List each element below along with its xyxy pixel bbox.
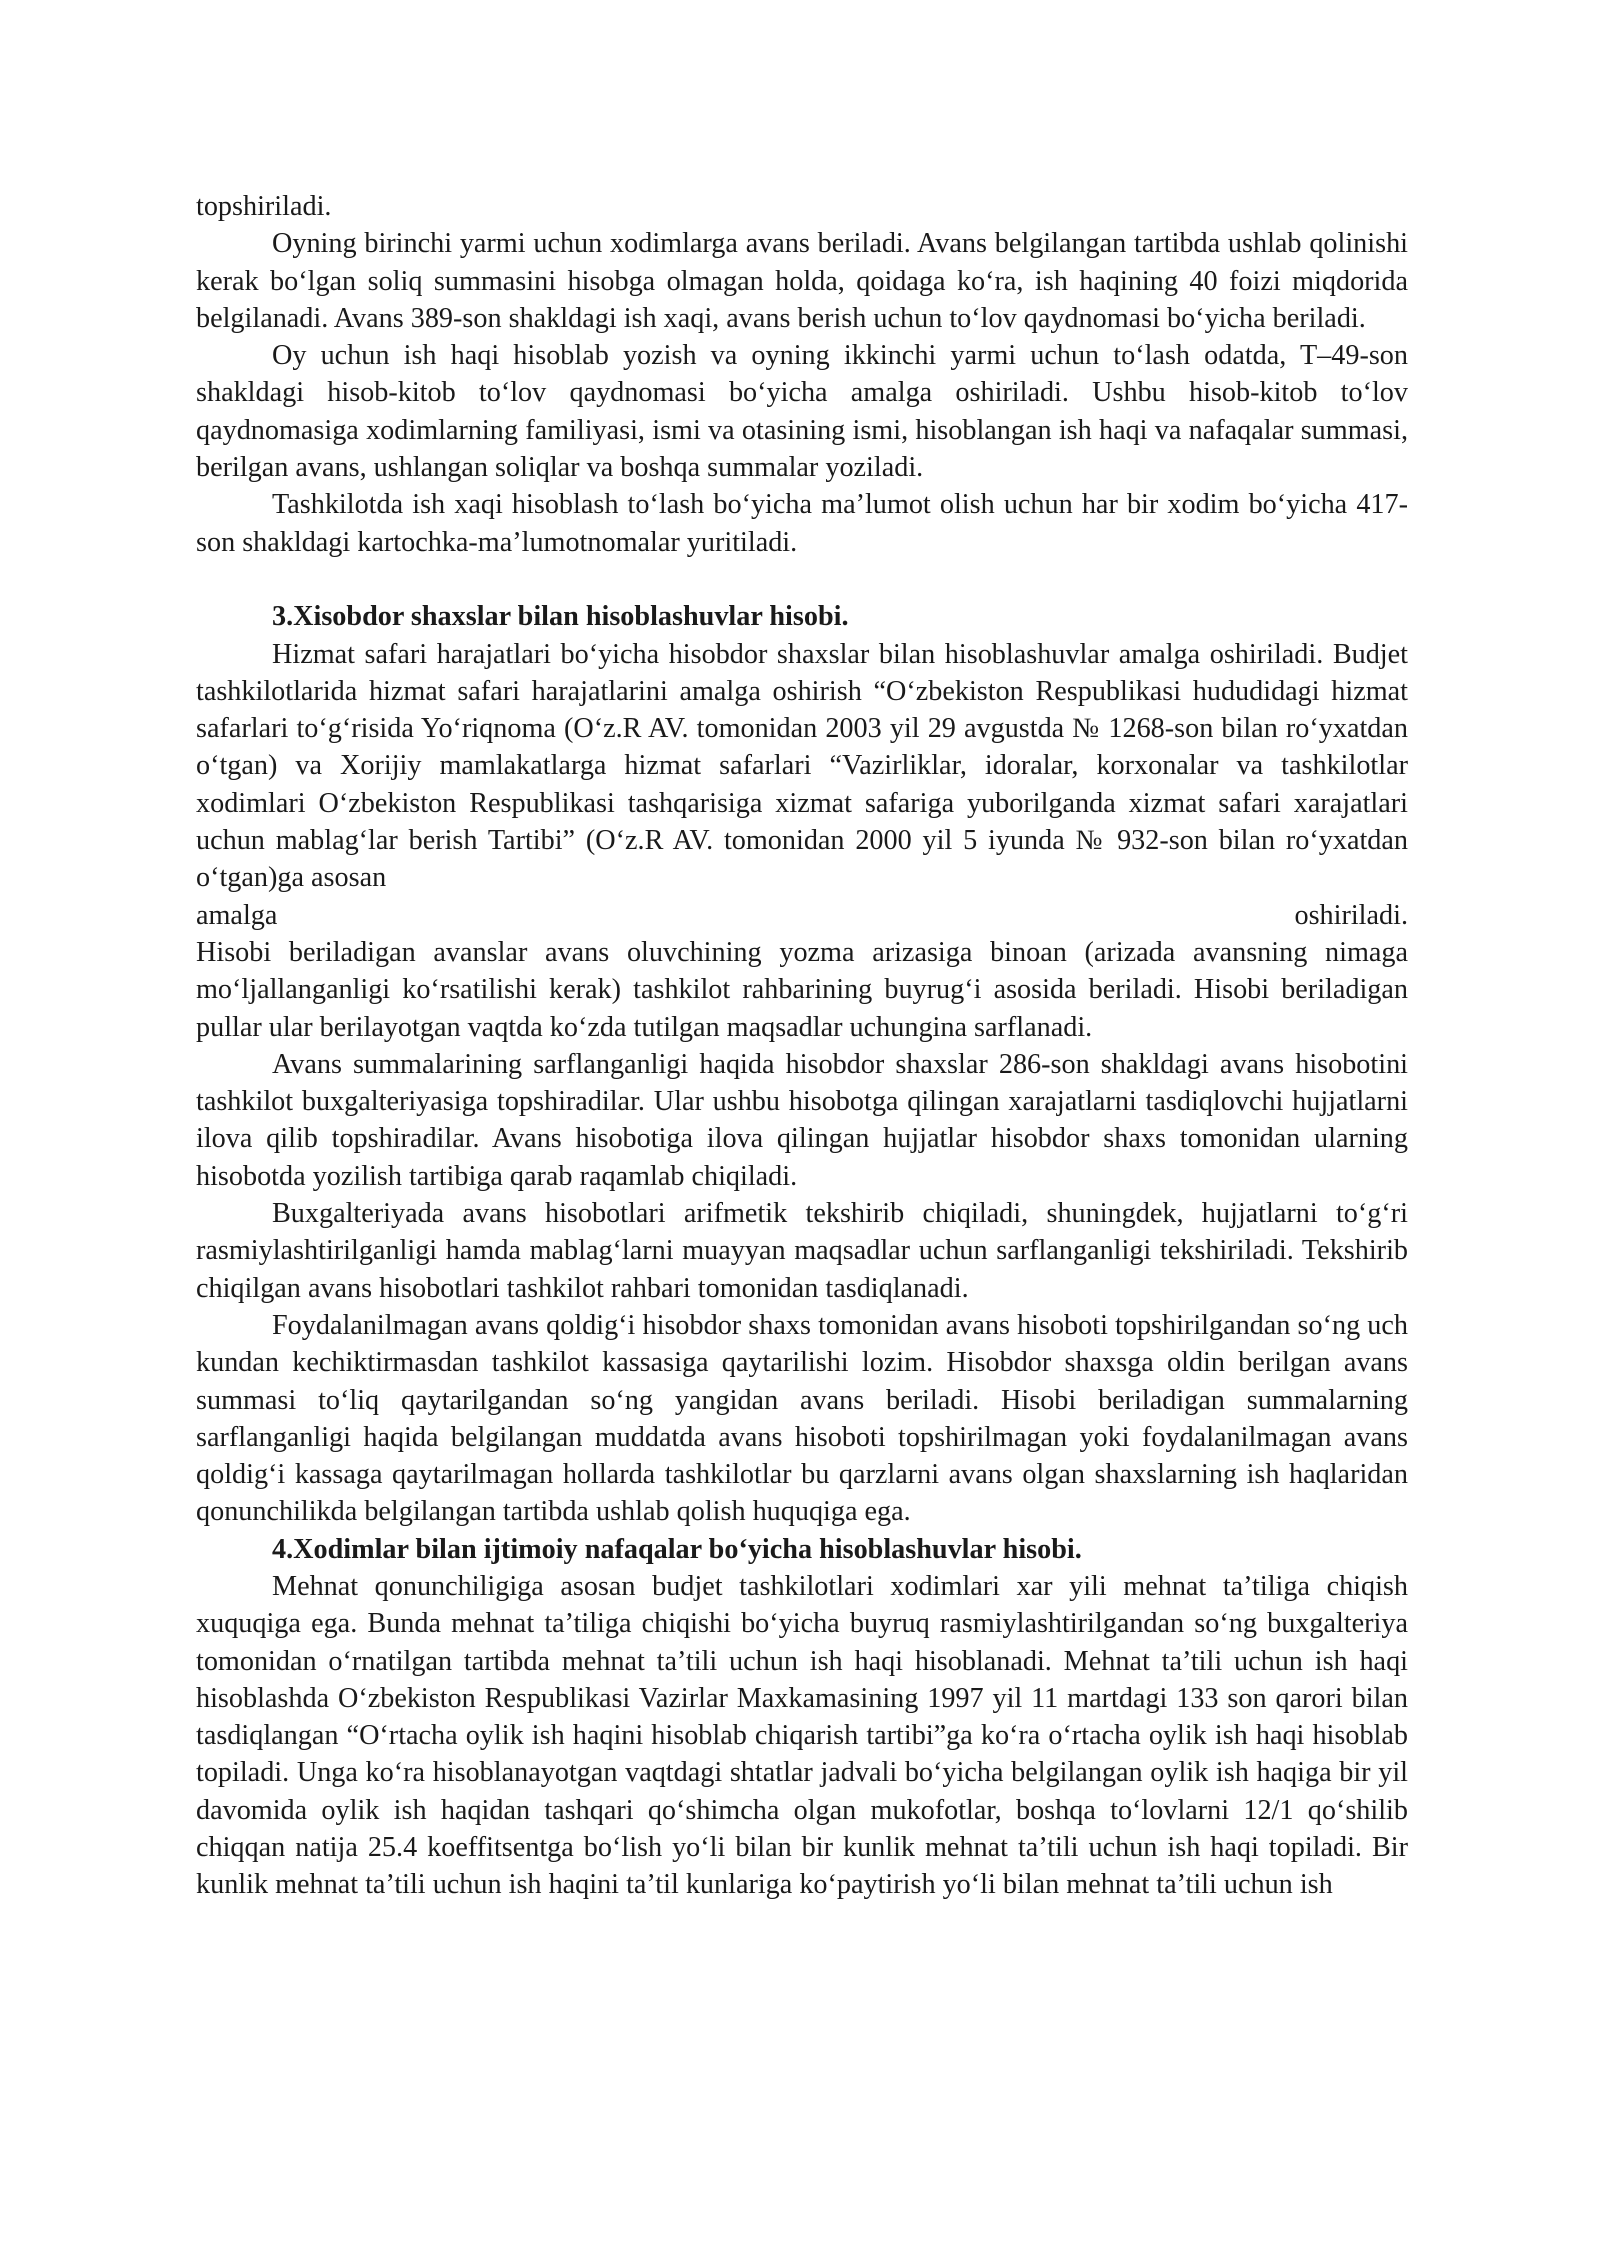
paragraph-monthly-salary: Oy uchun ish haqi hisoblab yozish va oyning ikkinchi yarmi uchun to‘lash odatda, T–49-son shakldagi hisob-kitob to‘lov qaydnomasi bo‘yicha amalga oshiriladi. Ushbu hisob-kitob to‘lov qaydnomasiga xodimlarning familiyasi, ismi va otasining ismi, hisoblangan ish haqi va nafaqalar summasi, berilgan avans, ushlangan soliqlar va boshqa summalar yoziladi. bbox=[196, 340, 1408, 484]
document-page bbox=[196, 188, 1408, 1904]
paragraph-salary-cards: Tashkilotda ish xaqi hisoblash to‘lash bo‘yicha ma’lumot olish uchun har bir xodim bo‘yicha 417-son shakldagi kartochka-ma’lumotnomalar yuritiladi. bbox=[196, 489, 1408, 558]
paragraph-business-trips-end bbox=[196, 897, 1408, 934]
paragraph-business-trips: Hizmat safari harajatlari bo‘yicha hisobdor shaxslar bilan hisoblashuvlar amalga oshiriladi. Budjet tashkilotlarida hizmat safari harajatlarini amalga oshirish “O‘zbekiston Respublikasi hududidagi hizmat safarlari to‘g‘risida Yo‘riqnoma (O‘z.R AV. tomonidan 2003 yil 29 avgustda № 1268-son bilan ro‘yxatdan o‘tgan) va Xorijiy mamlakatlarga hizmat safarlari “Vazirliklar, idoralar, korxonalar va tashkilotlar xodimlari O‘zbekiston Respublikasi tashqarisiga xizmat safariga yuborilganda xizmat safari xarajatlari uchun mablag‘lar berish Tartibi” (O‘z.R AV. tomonidan 2000 yil 5 iyunda № 932-son bilan ro‘yxatdan o‘tgan)ga asosan bbox=[196, 638, 1408, 894]
section-heading-3: 3.Xisobdor shaxslar bilan hisoblashuvlar hisobi. bbox=[272, 601, 849, 633]
paragraph-accountable-advances: Hisobi beriladigan avanslar avans oluvchining yozma arizasiga binoan (arizada avansning nimaga mo‘ljallanganligi ko‘rsatilishi kerak) tashkilot rahbarining buyrug‘i asosida beriladi. Hisobi beriladigan pullar ular berilayotgan vaqtda ko‘zda tutilgan maqsadlar uchungina sarflanadi. bbox=[196, 936, 1408, 1043]
paragraph-accounting-check: Buxgalteriyada avans hisobotlari arifmetik tekshirib chiqiladi, shuningdek, hujjatlarni to‘g‘ri rasmiylashtirilganligi hamda mablag‘larni muayyan maqsadlar uchun sarflanganligi tekshiriladi. Tekshirib chiqilgan avans hisobotlari tashkilot rahbari tomonidan tasdiqlanadi. bbox=[196, 1198, 1408, 1304]
paragraph-unused-advance: Foydalanilmagan avans qoldig‘i hisobdor shaxs tomonidan avans hisoboti topshirilgandan so‘ng uch kundan kechiktirmasdan tashkilot kassasiga qaytarilishi lozim. Hisobdor shaxsga oldin berilgan avans summasi to‘liq qaytarilgandan so‘ng yangidan avans beriladi. Hisobi beriladigan summalarning sarflanganligi haqida belgilangan muddatda avans hisoboti topshirilmagan yoki foydalanilmagan avans qoldig‘i kassaga qaytarilmagan hollarda tashkilotlar bu qarzlarni avans olgan shaxslarning ish haqlaridan qonunchilikda belgilangan tartibda ushlab qolish huquqiga ega. bbox=[196, 1309, 1408, 1528]
line-end-right: oshiriladi. bbox=[1294, 899, 1408, 931]
paragraph-advance-report: Avans summalarining sarflanganligi haqida hisobdor shaxslar 286-son shakldagi avans hisobotini tashkilot buxgalteriyasiga topshiradilar. Ular ushbu hisobotga qilingan xarajatlarni tasdiqlovchi hujjatlarni ilova qilib topshiradilar. Avans hisobotiga ilova qilingan hujjatlar hisobdor shaxs tomonidan ularning hisobotda yozilish tartibiga qarab raqamlab chiqiladi. bbox=[196, 1048, 1408, 1192]
paragraph-vacation-pay: Mehnat qonunchiligiga asosan budjet tashkilotlari xodimlari xar yili mehnat ta’tiliga chiqish xuquqiga ega. Bunda mehnat ta’tiliga chiqishi bo‘yicha buyruq rasmiylashtirilgandan so‘ng buxgalteriya tomonidan o‘rnatilgan tartibda mehnat ta’tili uchun ish haqi hisoblanadi. Mehnat ta’tili uchun ish haqi hisoblashda O‘zbekiston Respublikasi Vazirlar Maxkamasining 1997 yil 11 martdagi 133 son qarori bilan tasdiqlangan “O‘rtacha oylik ish haqini hisoblab chiqarish tartibi”ga ko‘ra o‘rtacha oylik ish haqi hisoblab topiladi. Unga ko‘ra hisoblanayotgan vaqtdagi shtatlar jadvali bo‘yicha belgilangan oylik ish haqiga bir yil davomida oylik ish haqidan tashqari qo‘shimcha olgan mukofotlar, boshqa to‘lovlarni 12/1 qo‘shilib chiqqan natija 25.4 koeffitsentga bo‘lish yo‘li bilan bir kunlik mehnat ta’tili uchun ish haqi topiladi. Bir kunlik mehnat ta’tili uchun ish haqini ta’til kunlariga ko‘paytirish yo‘li bilan mehnat ta’tili uchun ish bbox=[196, 1570, 1408, 1901]
paragraph-advance-payment: Oyning birinchi yarmi uchun xodimlarga avans beriladi. Avans belgilangan tartibda ushlab qolinishi kerak bo‘lgan soliq summasini hisobga olmagan holda, qoidaga ko‘ra, ish haqining 40 foizi miqdorida belgilanadi. Avans 389-son shakldagi ish xaqi, avans berish uchun to‘lov qaydnomasi bo‘yicha beriladi. bbox=[196, 228, 1408, 334]
section-heading-4: 4.Xodimlar bilan ijtimoiy nafaqalar bo‘yicha hisoblashuvlar hisobi. bbox=[272, 1533, 1082, 1565]
line-end-left: amalga bbox=[196, 899, 278, 931]
paragraph-continuation: topshiriladi. bbox=[196, 191, 332, 222]
section-spacer bbox=[196, 561, 1408, 598]
